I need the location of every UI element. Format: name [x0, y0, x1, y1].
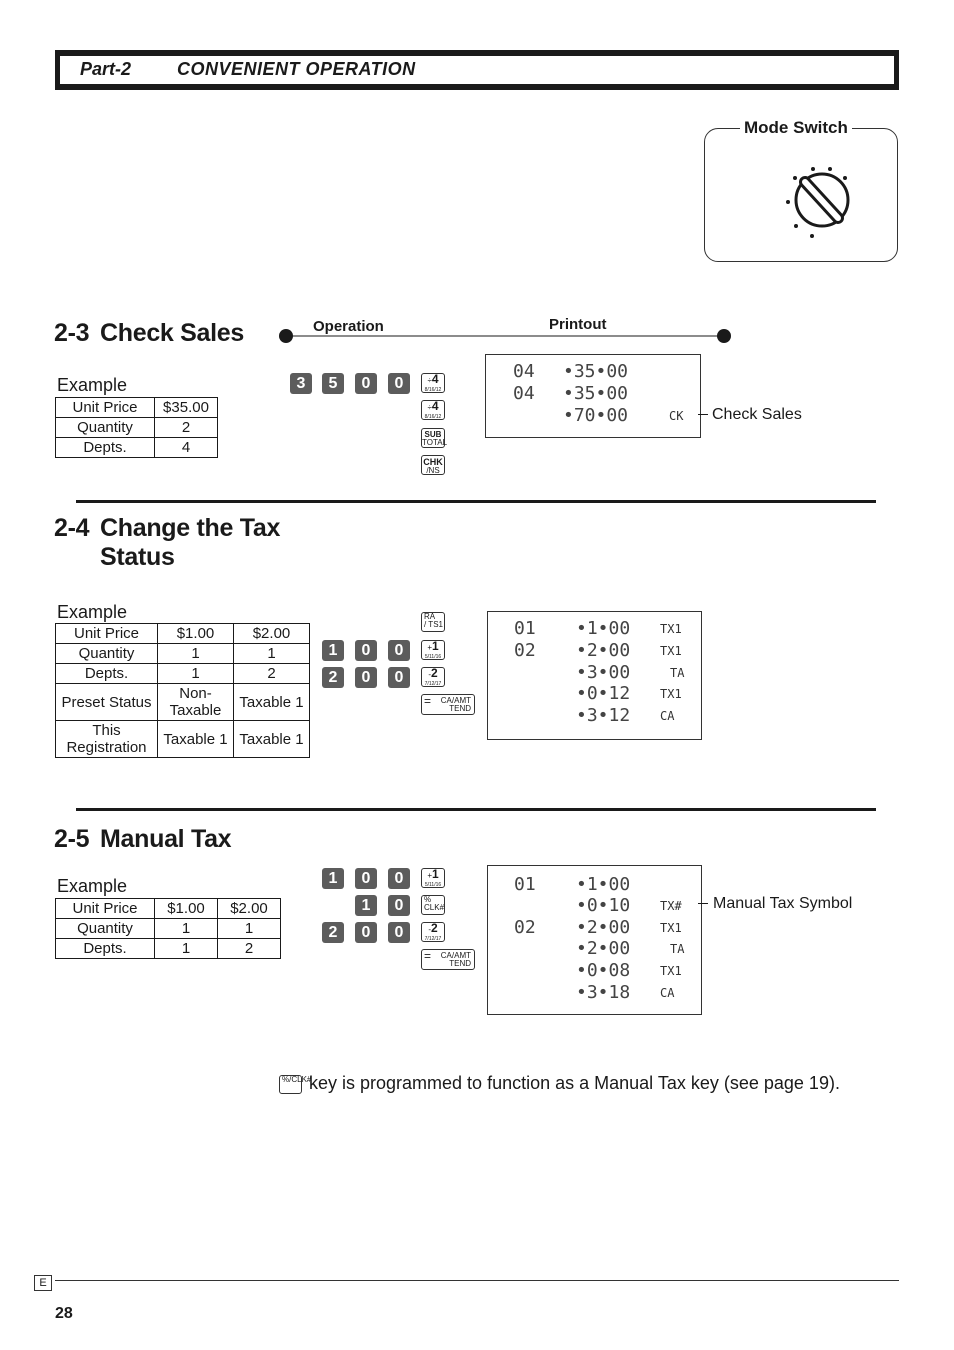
- amount-tender-key: = CA/AMT TEND: [421, 949, 475, 970]
- number-key: 2: [322, 922, 344, 943]
- change-tax-status-example-table: [55, 623, 310, 758]
- divider: [76, 500, 876, 503]
- dept-2-key: -2 7/12/17: [421, 922, 445, 942]
- divider: [76, 808, 876, 811]
- number-key: 0: [355, 373, 377, 394]
- number-key: 0: [355, 640, 377, 661]
- chapter-title: CONVENIENT OPERATION: [177, 59, 416, 79]
- number-key: 0: [388, 922, 410, 943]
- subtotal-key: SUB TOTAL: [422, 430, 448, 447]
- example-label: Example: [57, 602, 128, 622]
- language-badge: E: [34, 1275, 52, 1291]
- table-row: Unit Price $1.00 $2.00: [56, 899, 281, 919]
- number-key: 0: [355, 922, 377, 943]
- table-row: This Registration Taxable 1 Taxable 1: [56, 721, 310, 758]
- table-row: Preset Status Non-Taxable Taxable 1: [56, 684, 310, 721]
- mode-switch-dial-icon: [778, 160, 858, 244]
- number-key: 1: [355, 895, 377, 916]
- number-key: 0: [388, 640, 410, 661]
- check-sales-printout: 04 •35•00 04 •35•00 •70•00 CK: [485, 354, 701, 438]
- callout-line: [698, 414, 708, 415]
- table-row: Depts. 1 2: [56, 664, 310, 684]
- page-header: [55, 50, 899, 90]
- table-row: Depts. 4: [56, 438, 218, 458]
- table-row: Unit Price $35.00: [56, 398, 218, 418]
- ra-ts1-key: RA / TS1: [421, 612, 445, 632]
- table-row: Quantity 1 1: [56, 644, 310, 664]
- manual-tax-example-table: [55, 898, 281, 959]
- dept-4-key: ÷4 8/16/12: [421, 373, 445, 393]
- section-heading-check-sales: 2-3 Check Sales: [54, 319, 245, 347]
- number-key: 1: [322, 868, 344, 889]
- change-tax-status-printout: 01 •1•00 TX1 02 •2•00 TX1 •3•00 TA •0•12 TX1 •3•12 CA: [487, 611, 702, 740]
- part-label: Part-2: [80, 59, 132, 79]
- table-row: Quantity 1 1: [56, 919, 281, 939]
- dept-2-key: -2 7/12/17: [421, 667, 445, 687]
- amount-tender-key: = CA/AMT TEND: [421, 694, 475, 715]
- dept-1-key: +1 5/11/16: [421, 868, 445, 888]
- number-key: 3: [290, 373, 312, 394]
- manual-tax-note: key is programmed to function as a Manual Tax key (see page 19).: [309, 1073, 840, 1093]
- footer-rule: [55, 1280, 899, 1281]
- dept-4-key: ÷4 8/16/12: [421, 400, 445, 420]
- table-row: Depts. 1 2: [56, 939, 281, 959]
- example-label: Example: [57, 876, 128, 896]
- number-key: 2: [322, 667, 344, 688]
- example-label: Example: [57, 375, 128, 395]
- printout-label: Printout: [549, 316, 607, 333]
- table-row: Unit Price $1.00 $2.00: [56, 624, 310, 644]
- section-heading-manual-tax: 2-5 Manual Tax: [54, 825, 232, 853]
- number-key: 0: [388, 895, 410, 916]
- page-number: 28: [55, 1305, 73, 1322]
- check-sales-example-table: [55, 397, 218, 458]
- dept-1-key: +1 5/11/16: [421, 640, 445, 660]
- number-key: 5: [322, 373, 344, 394]
- percent-clk-key-icon: %/CLK#: [279, 1075, 302, 1094]
- check-no-sale-key: CHK /NS: [421, 455, 445, 475]
- manual-tax-printout: 01 •1•00 •0•10 TX# 02 •2•00 TX1 •2•00 TA •0•08 TX1 •3•18 CA: [487, 865, 702, 1015]
- number-key: 0: [355, 667, 377, 688]
- mode-switch-label: Mode Switch: [740, 118, 852, 138]
- manual-tax-symbol-callout: Manual Tax Symbol: [713, 895, 853, 912]
- number-key: 0: [388, 373, 410, 394]
- check-sales-callout: Check Sales: [712, 406, 802, 423]
- number-key: 0: [388, 868, 410, 889]
- table-row: Quantity 2: [56, 418, 218, 438]
- callout-line: [698, 903, 708, 904]
- number-key: 0: [355, 868, 377, 889]
- section-heading-change-tax-status: 2-4 Change the Tax Status: [54, 514, 281, 571]
- operation-label: Operation: [313, 318, 384, 335]
- percent-clk-key: % CLK#: [421, 895, 445, 915]
- number-key: 0: [388, 667, 410, 688]
- number-key: 1: [322, 640, 344, 661]
